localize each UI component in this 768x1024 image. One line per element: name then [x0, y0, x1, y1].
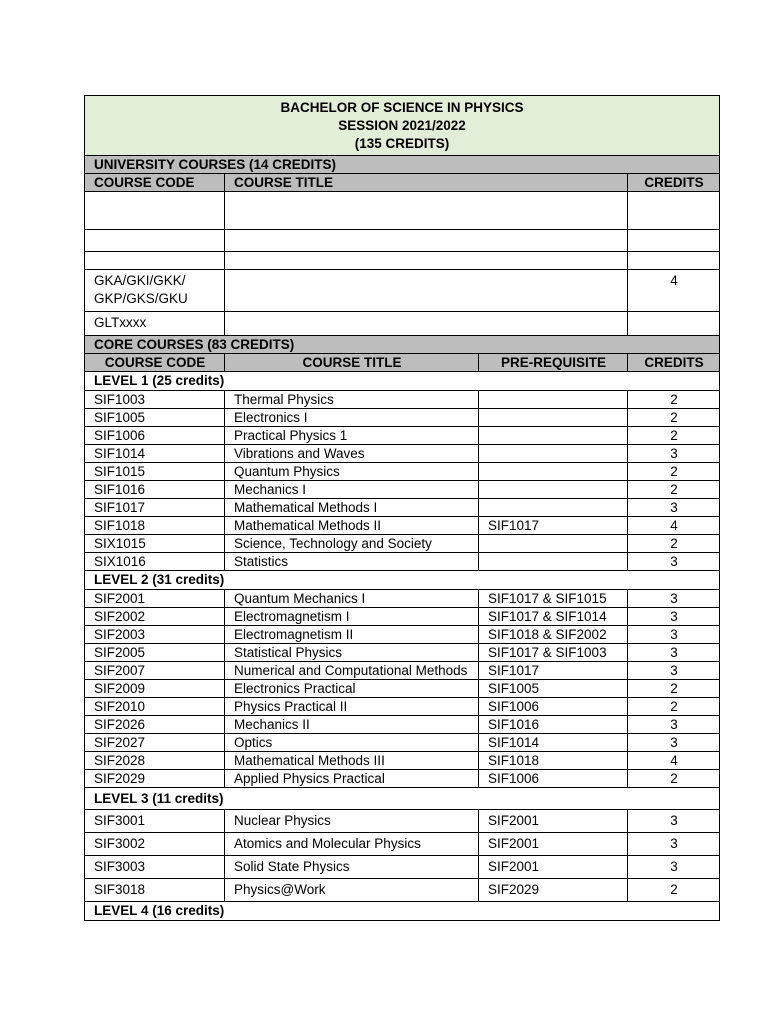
course-code: SIF1016	[85, 481, 225, 499]
session-label: SESSION 2021/2022	[338, 118, 466, 133]
course-code: SIF2005	[85, 644, 225, 662]
course-credits: 3	[628, 499, 720, 517]
course-title: Thermal Physics	[225, 391, 479, 409]
course-code: SIF3002	[85, 833, 225, 856]
table-row	[85, 752, 720, 770]
course-prerequisite: SIF1017 & SIF1015	[479, 590, 628, 608]
course-code: SIF2003	[85, 626, 225, 644]
course-code: SIF2027	[85, 734, 225, 752]
course-credits: 3	[628, 716, 720, 734]
level-label: LEVEL 2 (31 credits)	[85, 571, 720, 590]
column-header-code: COURSE CODE	[85, 354, 225, 372]
course-credits: 3	[628, 734, 720, 752]
course-prerequisite: SIF1006	[479, 698, 628, 716]
course-code: SIF3001	[85, 810, 225, 833]
course-structure-table	[84, 95, 720, 921]
course-title: Mathematical Methods II	[225, 517, 479, 535]
course-credits: 2	[628, 680, 720, 698]
table-row	[85, 391, 720, 409]
course-prerequisite	[479, 445, 628, 463]
table-row	[85, 626, 720, 644]
course-prerequisite: SIF2001	[479, 810, 628, 833]
core-header-row	[85, 354, 720, 372]
table-row	[85, 770, 720, 788]
course-credits: 2	[628, 427, 720, 445]
column-header-title: COURSE TITLE	[225, 174, 628, 192]
university-section-label: UNIVERSITY COURSES (14 CREDITS)	[85, 156, 720, 174]
course-credits: 4	[628, 270, 720, 312]
course-code: SIF1006	[85, 427, 225, 445]
course-prerequisite: SIF1018 & SIF2002	[479, 626, 628, 644]
course-credits: 2	[628, 391, 720, 409]
table-row	[85, 517, 720, 535]
level-row	[85, 571, 720, 590]
university-row-gka	[85, 270, 720, 312]
level-label: LEVEL 3 (11 credits)	[85, 788, 720, 810]
course-prerequisite	[479, 409, 628, 427]
course-code: SIF2010	[85, 698, 225, 716]
course-code: SIF1005	[85, 409, 225, 427]
table-cell	[628, 312, 720, 336]
table-cell	[628, 192, 720, 230]
course-title: Physics Practical II	[225, 698, 479, 716]
column-header-title: COURSE TITLE	[225, 354, 479, 372]
course-title: Electromagnetism I	[225, 608, 479, 626]
course-credits: 2	[628, 879, 720, 902]
course-code: SIX1016	[85, 553, 225, 571]
table-cell	[225, 270, 628, 312]
table-cell	[225, 192, 628, 230]
course-prerequisite: SIF1017	[479, 517, 628, 535]
course-title: Electronics I	[225, 409, 479, 427]
course-credits: 3	[628, 626, 720, 644]
university-section-row	[85, 156, 720, 174]
university-row-empty	[85, 230, 720, 252]
course-code: SIF1015	[85, 463, 225, 481]
document-title	[85, 96, 720, 156]
course-code: SIX1015	[85, 535, 225, 553]
course-code: SIF2001	[85, 590, 225, 608]
column-header-prereq: PRE-REQUISITE	[479, 354, 628, 372]
course-prerequisite: SIF1017 & SIF1003	[479, 644, 628, 662]
course-title: Mechanics I	[225, 481, 479, 499]
course-credits: 2	[628, 463, 720, 481]
course-code: SIF2029	[85, 770, 225, 788]
university-row-empty	[85, 252, 720, 270]
table-row	[85, 644, 720, 662]
course-prerequisite: SIF1006	[479, 770, 628, 788]
course-prerequisite	[479, 553, 628, 571]
course-title: Quantum Mechanics I	[225, 590, 479, 608]
course-credits: 2	[628, 535, 720, 553]
course-title: Atomics and Molecular Physics	[225, 833, 479, 856]
course-credits: 2	[628, 770, 720, 788]
table-row	[85, 481, 720, 499]
course-title: Electromagnetism II	[225, 626, 479, 644]
table-row	[85, 698, 720, 716]
course-credits: 3	[628, 810, 720, 833]
course-credits: 4	[628, 752, 720, 770]
table-row	[85, 553, 720, 571]
university-header-row	[85, 174, 720, 192]
course-title: Mathematical Methods I	[225, 499, 479, 517]
course-code: SIF2026	[85, 716, 225, 734]
course-code: SIF1014	[85, 445, 225, 463]
course-prerequisite: SIF1016	[479, 716, 628, 734]
course-credits: 2	[628, 409, 720, 427]
column-header-credits: CREDITS	[628, 174, 720, 192]
university-row-empty	[85, 192, 720, 230]
program-name: BACHELOR OF SCIENCE IN PHYSICS	[280, 100, 524, 115]
course-prerequisite	[479, 499, 628, 517]
table-row	[85, 716, 720, 734]
course-title: Applied Physics Practical	[225, 770, 479, 788]
course-title: Science, Technology and Society	[225, 535, 479, 553]
course-title: Electronics Practical	[225, 680, 479, 698]
course-credits: 4	[628, 517, 720, 535]
table-row	[85, 680, 720, 698]
course-code: SIF3018	[85, 879, 225, 902]
course-prerequisite: SIF1005	[479, 680, 628, 698]
course-prerequisite: SIF2001	[479, 856, 628, 879]
table-cell	[85, 192, 225, 230]
table-cell	[225, 252, 628, 270]
course-code: SIF3003	[85, 856, 225, 879]
course-code: SIF2007	[85, 662, 225, 680]
table-row	[85, 608, 720, 626]
table-cell	[85, 252, 225, 270]
course-prerequisite: SIF1014	[479, 734, 628, 752]
table-row	[85, 833, 720, 856]
level-row	[85, 788, 720, 810]
table-cell	[628, 230, 720, 252]
course-code: GKA/GKI/GKK/ GKP/GKS/GKU	[85, 270, 225, 312]
table-row	[85, 662, 720, 680]
course-code: SIF2002	[85, 608, 225, 626]
table-row	[85, 463, 720, 481]
course-title: Nuclear Physics	[225, 810, 479, 833]
course-credits: 2	[628, 481, 720, 499]
table-row	[85, 734, 720, 752]
course-prerequisite	[479, 391, 628, 409]
course-title: Physics@Work	[225, 879, 479, 902]
table-row	[85, 499, 720, 517]
course-code: SIF1003	[85, 391, 225, 409]
course-title: Mechanics II	[225, 716, 479, 734]
course-prerequisite	[479, 463, 628, 481]
table-cell	[628, 252, 720, 270]
course-credits: 3	[628, 644, 720, 662]
column-header-credits: CREDITS	[628, 354, 720, 372]
course-credits: 3	[628, 833, 720, 856]
table-row	[85, 445, 720, 463]
course-credits: 3	[628, 590, 720, 608]
table-cell	[225, 312, 628, 336]
course-title: Statistical Physics	[225, 644, 479, 662]
table-cell	[85, 230, 225, 252]
table-cell	[225, 230, 628, 252]
course-code: SIF1018	[85, 517, 225, 535]
course-title: Numerical and Computational Methods	[225, 662, 479, 680]
course-title: Solid State Physics	[225, 856, 479, 879]
core-section-label: CORE COURSES (83 CREDITS)	[85, 336, 720, 354]
course-credits: 3	[628, 662, 720, 680]
level-label: LEVEL 1 (25 credits)	[85, 372, 720, 391]
table-row	[85, 409, 720, 427]
course-credits: 3	[628, 445, 720, 463]
course-prerequisite: SIF1017 & SIF1014	[479, 608, 628, 626]
table-row	[85, 879, 720, 902]
course-prerequisite: SIF2029	[479, 879, 628, 902]
level-label: LEVEL 4 (16 credits)	[85, 902, 720, 921]
table-row	[85, 590, 720, 608]
course-credits: 3	[628, 856, 720, 879]
course-credits: 2	[628, 698, 720, 716]
level-row	[85, 372, 720, 391]
course-title: Statistics	[225, 553, 479, 571]
course-title: Optics	[225, 734, 479, 752]
table-row	[85, 535, 720, 553]
title-row	[85, 96, 720, 156]
course-title: Vibrations and Waves	[225, 445, 479, 463]
table-row	[85, 856, 720, 879]
course-prerequisite	[479, 481, 628, 499]
course-code: SIF2028	[85, 752, 225, 770]
course-prerequisite: SIF2001	[479, 833, 628, 856]
course-code: SIF2009	[85, 680, 225, 698]
course-code: SIF1017	[85, 499, 225, 517]
total-credits: (135 CREDITS)	[354, 136, 450, 151]
course-title: Mathematical Methods III	[225, 752, 479, 770]
course-title: Quantum Physics	[225, 463, 479, 481]
course-prerequisite	[479, 427, 628, 445]
course-code: GLTxxxx	[85, 312, 225, 336]
university-row-glt	[85, 312, 720, 336]
course-prerequisite	[479, 535, 628, 553]
core-section-row	[85, 336, 720, 354]
course-title: Practical Physics 1	[225, 427, 479, 445]
column-header-code: COURSE CODE	[85, 174, 225, 192]
course-prerequisite: SIF1017	[479, 662, 628, 680]
table-row	[85, 810, 720, 833]
table-row	[85, 427, 720, 445]
course-credits: 3	[628, 608, 720, 626]
level-row	[85, 902, 720, 921]
course-credits: 3	[628, 553, 720, 571]
course-prerequisite: SIF1018	[479, 752, 628, 770]
